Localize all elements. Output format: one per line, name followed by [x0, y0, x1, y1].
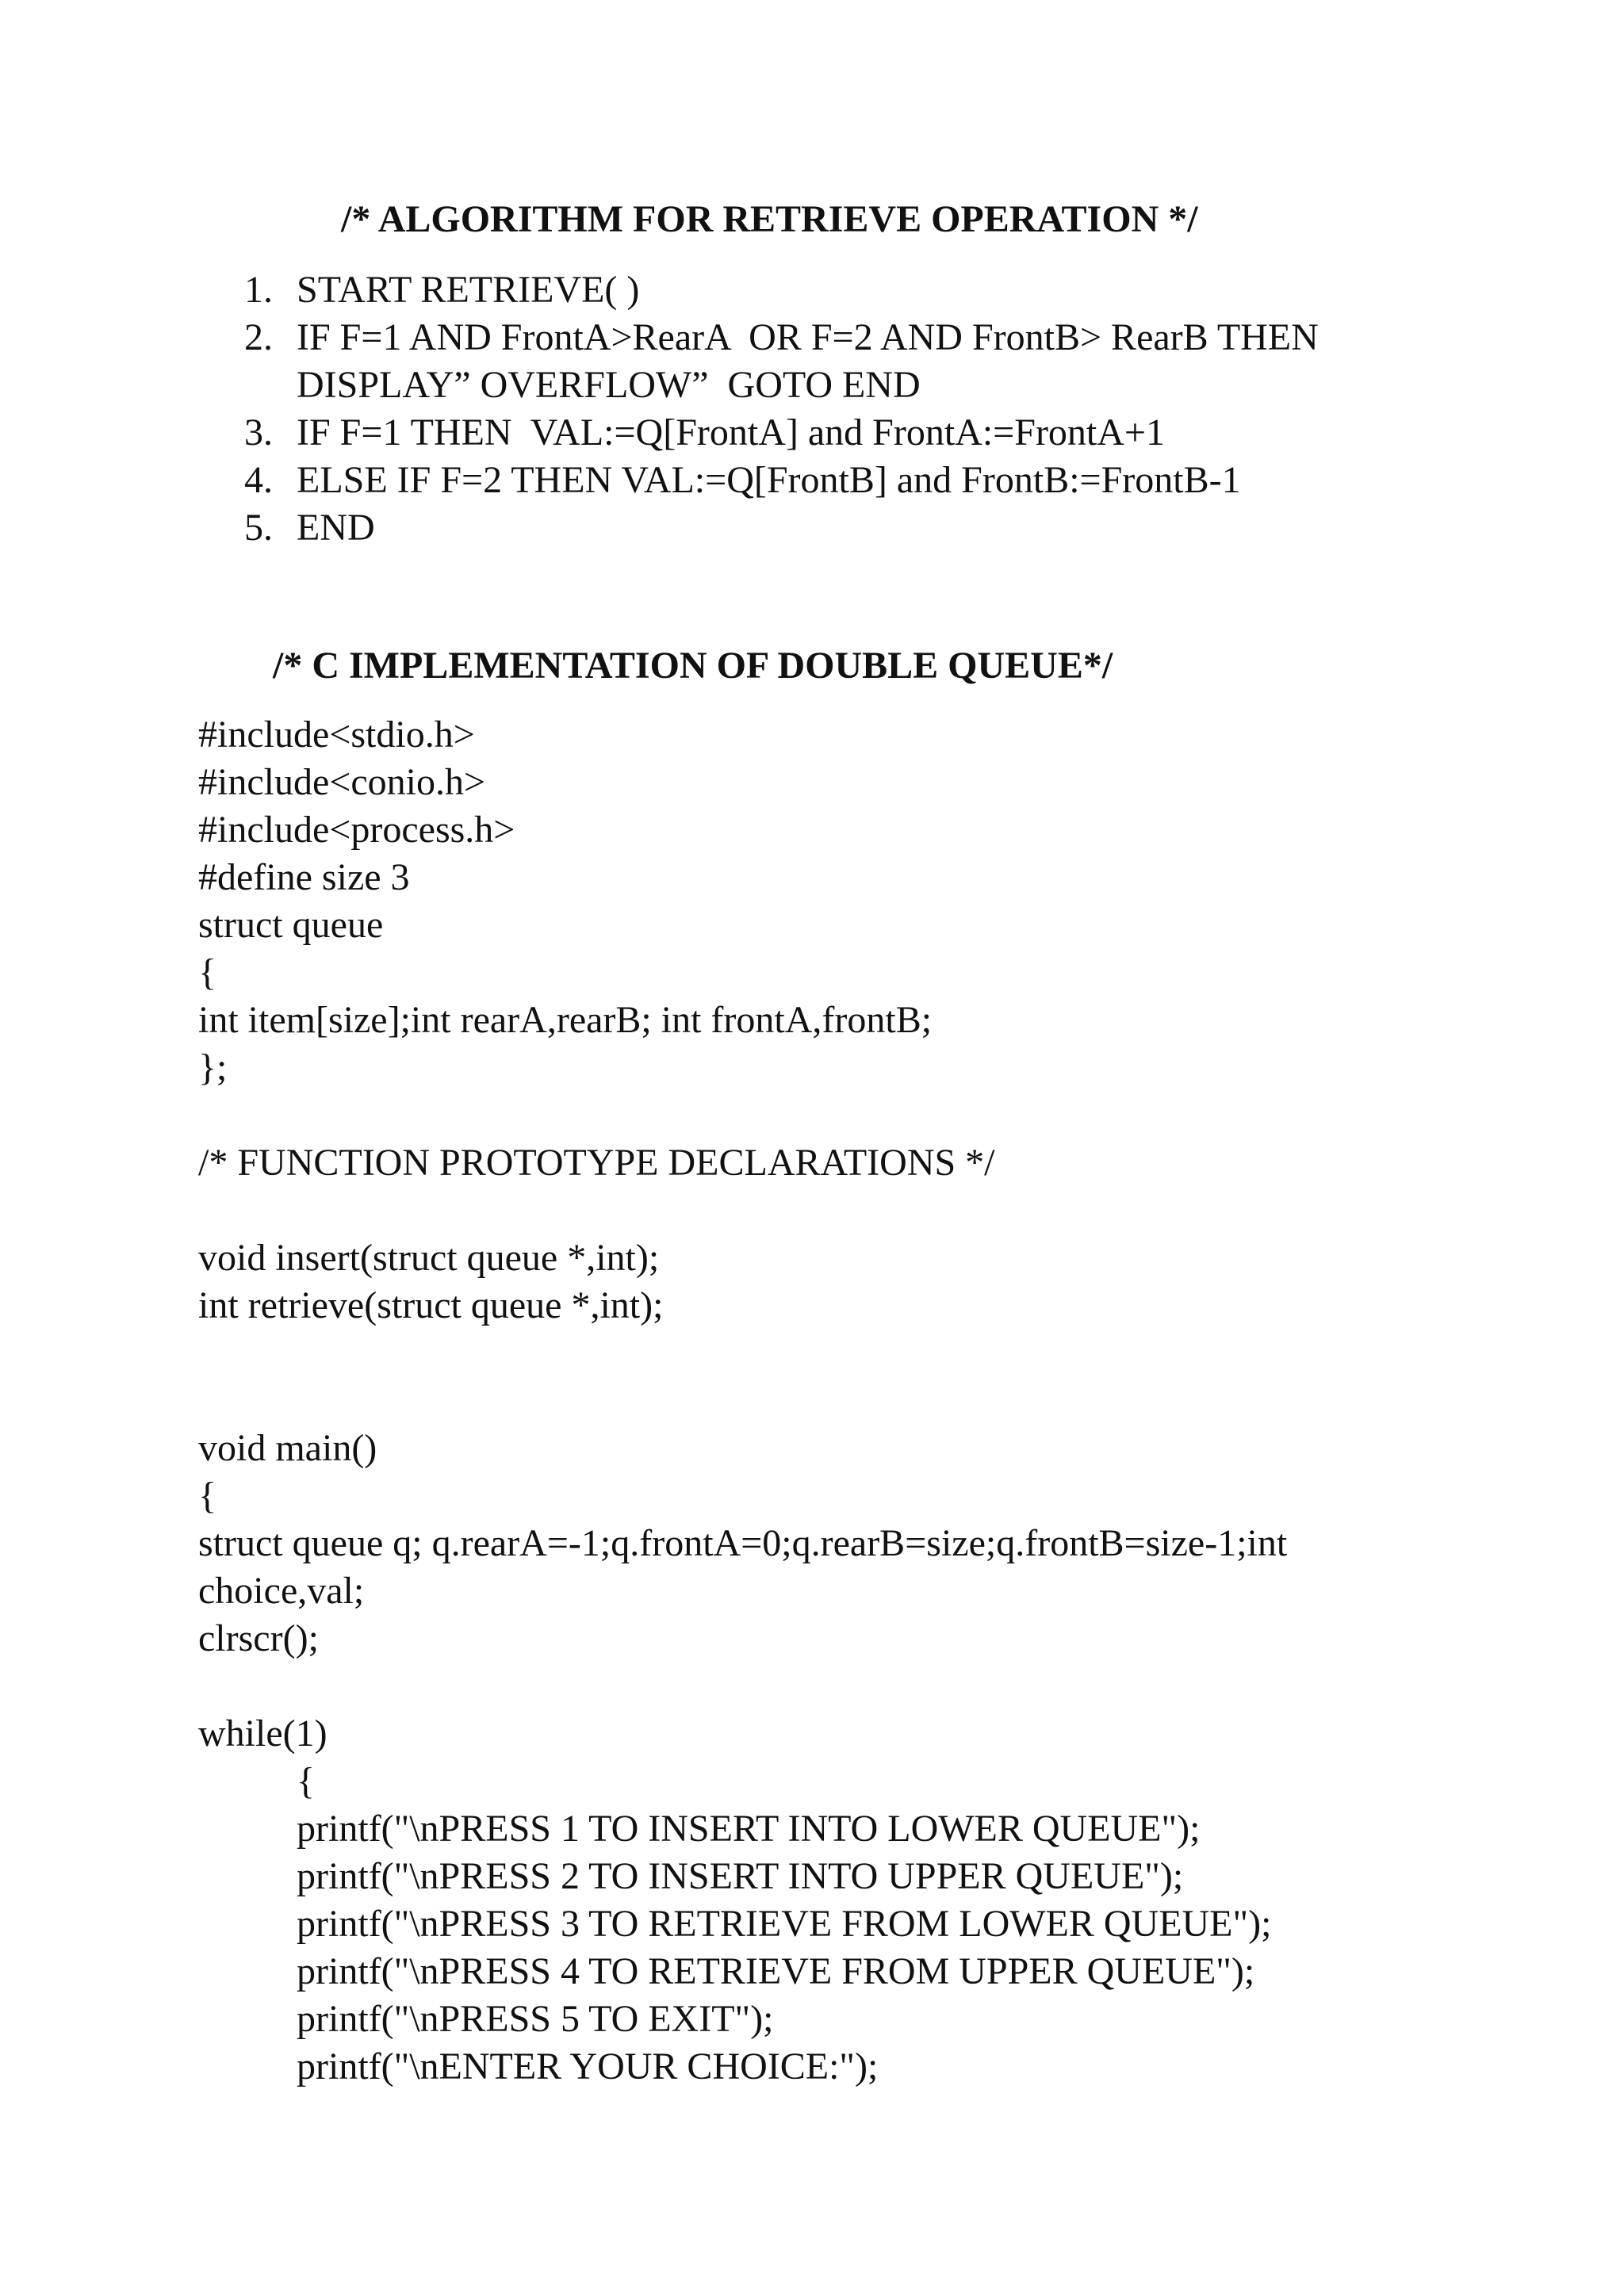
code-line: printf("\nPRESS 3 TO RETRIEVE FROM LOWER QUEUE"); [297, 1903, 1272, 1945]
algorithm-heading: /* ALGORITHM FOR RETRIEVE OPERATION */ [341, 198, 1198, 240]
algorithm-step [244, 409, 1319, 457]
code-line: /* FUNCTION PROTOTYPE DECLARATIONS */ [198, 1142, 995, 1184]
implementation-heading: /* C IMPLEMENTATION OF DOUBLE QUEUE*/ [273, 645, 1113, 687]
code-line: printf("\nPRESS 2 TO INSERT INTO UPPER QUEUE"); [297, 1855, 1184, 1897]
algorithm-step-number: 3. [244, 411, 273, 453]
blank-line [198, 1092, 1594, 1139]
algorithm-step [244, 504, 1319, 552]
code-line: int retrieve(struct queue *,int); [198, 1284, 664, 1326]
algorithm-step [244, 457, 1319, 504]
code-line: printf("\nPRESS 5 TO EXIT"); [297, 1998, 774, 2040]
algorithm-step-continuation [244, 362, 1319, 409]
code-line: printf("\nPRESS 4 TO RETRIEVE FROM UPPER QUEUE"); [297, 1950, 1255, 1992]
algorithm-step-text: DISPLAY” OVERFLOW” GOTO END [297, 364, 921, 406]
algorithm-step-number: 2. [244, 316, 273, 358]
code-line: struct queue [198, 904, 384, 946]
blank-line [198, 1377, 1594, 1425]
algorithm-step-text: ELSE IF F=2 THEN VAL:=Q[FrontB] and FrontB:=FrontB-1 [297, 459, 1241, 501]
code-line: #define size 3 [198, 856, 410, 898]
code-line: #include<process.h> [198, 809, 515, 851]
code-line: #include<stdio.h> [198, 714, 475, 756]
code-line: void main() [198, 1427, 377, 1469]
code-line: printf("\nPRESS 1 TO INSERT INTO LOWER QUEUE"); [297, 1808, 1201, 1850]
blank-line [198, 1187, 1594, 1234]
algorithm-step-number: 1. [244, 269, 273, 311]
blank-line [198, 1663, 1594, 1710]
code-listing [198, 711, 1594, 2091]
code-line: { [198, 1475, 217, 1517]
code-line: { [198, 951, 217, 993]
code-line: struct queue q; q.rearA=-1;q.frontA=0;q.rearB=size;q.frontB=size-1;int [198, 1522, 1288, 1564]
code-line: void insert(struct queue *,int); [198, 1237, 660, 1279]
algorithm-step-text: END [297, 507, 375, 549]
code-line: { [297, 1760, 316, 1802]
algorithm-step [244, 314, 1319, 362]
code-line: int item[size];int rearA,rearB; int frontA,frontB; [198, 999, 933, 1041]
code-line: choice,val; [198, 1570, 365, 1612]
code-line: }; [198, 1047, 228, 1089]
code-line: while(1) [198, 1712, 327, 1755]
algorithm-step-text: IF F=1 AND FrontA>RearA OR F=2 AND FrontB> RearB THEN [297, 316, 1319, 358]
algorithm-step-text: IF F=1 THEN VAL:=Q[FrontA] and FrontA:=FrontA+1 [297, 411, 1165, 453]
algorithm-step-number [244, 362, 297, 409]
algorithm-step [244, 266, 1319, 314]
code-line: #include<conio.h> [198, 761, 486, 803]
algorithm-step-number: 4. [244, 459, 273, 501]
blank-line [198, 1330, 1594, 1377]
algorithm-steps-list [244, 266, 1319, 552]
code-line: clrscr(); [198, 1617, 319, 1659]
code-line: printf("\nENTER YOUR CHOICE:"); [297, 2045, 879, 2087]
algorithm-step-text: START RETRIEVE( ) [297, 269, 640, 311]
algorithm-step-number: 5. [244, 507, 273, 549]
